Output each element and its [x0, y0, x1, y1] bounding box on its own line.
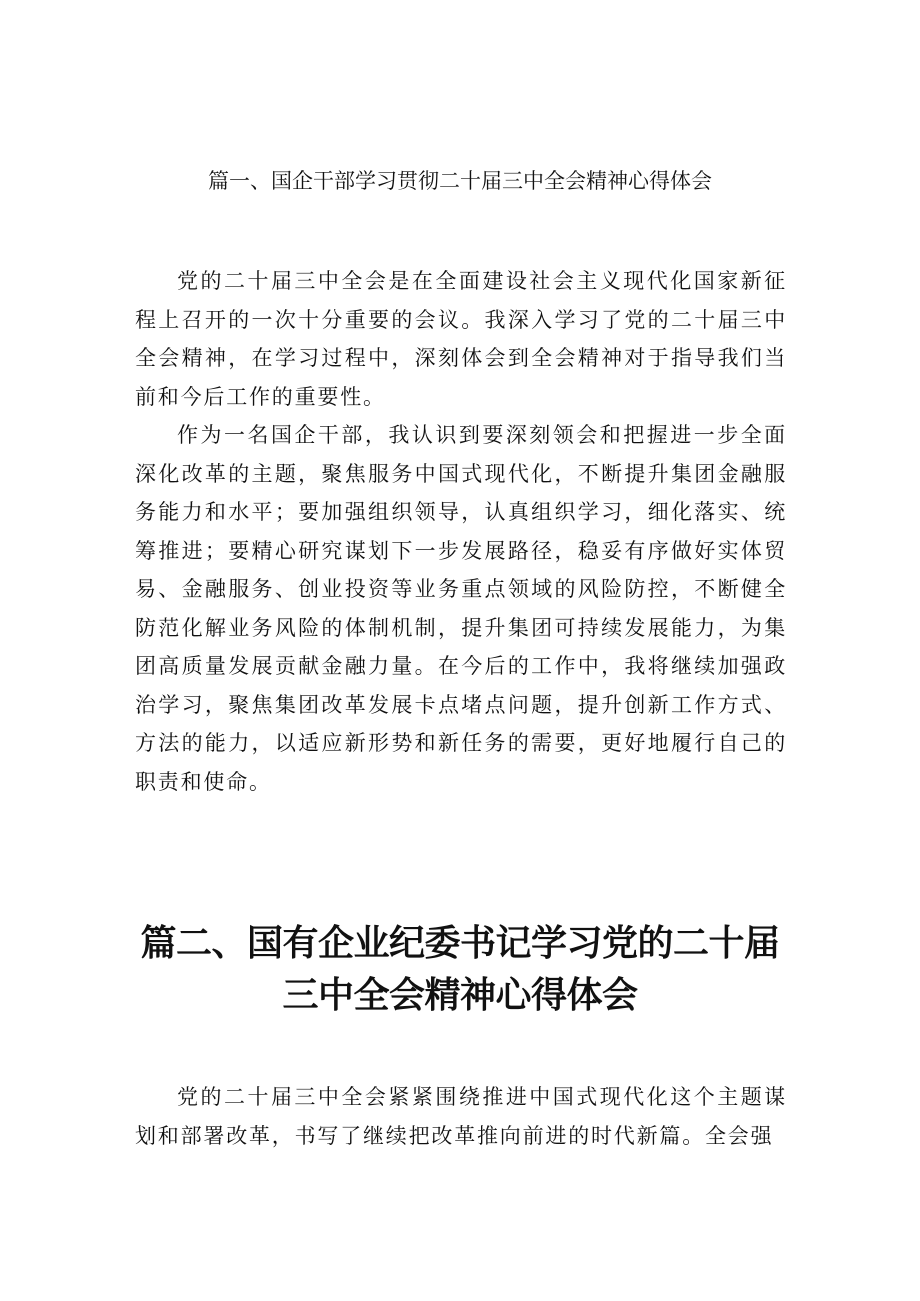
section-2-title: 篇二、国有企业纪委书记学习党的二十届三中全会精神心得体会 [140, 923, 780, 1016]
section-1-body [135, 262, 787, 801]
section-2-paragraph-1: 党的二十届三中全会紧紧围绕推进中国式现代化这个主题谋划和部署改革，书写了继续把改革推向前进的时代新篇。全会强 [135, 1085, 787, 1148]
section-1-title: 篇一、国企干部学习贯彻二十届三中全会精神心得体会 [208, 169, 712, 193]
section-2-body [135, 1078, 787, 1155]
section-1-paragraph-1: 党的二十届三中全会是在全面建设社会主义现代化国家新征程上召开的一次十分重要的会议。我深入学习了党的二十届三中全会精神，在学习过程中，深刻体会到全会精神对于指导我们当前和今后工作的重要性。 [135, 269, 787, 409]
section-1-paragraph-2: 作为一名国企干部，我认识到要深刻领会和把握进一步全面深化改革的主题，聚焦服务中国式现代化，不断提升集团金融服务能力和水平；要加强组织领导，认真组织学习，细化落实、统筹推进；要精心研究谋划下一步发展路径，稳妥有序做好实体贸易、金融服务、创业投资等业务重点领域的风险防控，不断健全防范化解业务风险的体制机制，提升集团可持续发展能力，为集团高质量发展贡献金融力量。在今后的工作中，我将继续加强政治学习，聚焦集团改革发展卡点堵点问题，提升创新工作方式、方法的能力，以适应新形势和新任务的需要，更好地履行自己的职责和使命。 [135, 423, 787, 794]
